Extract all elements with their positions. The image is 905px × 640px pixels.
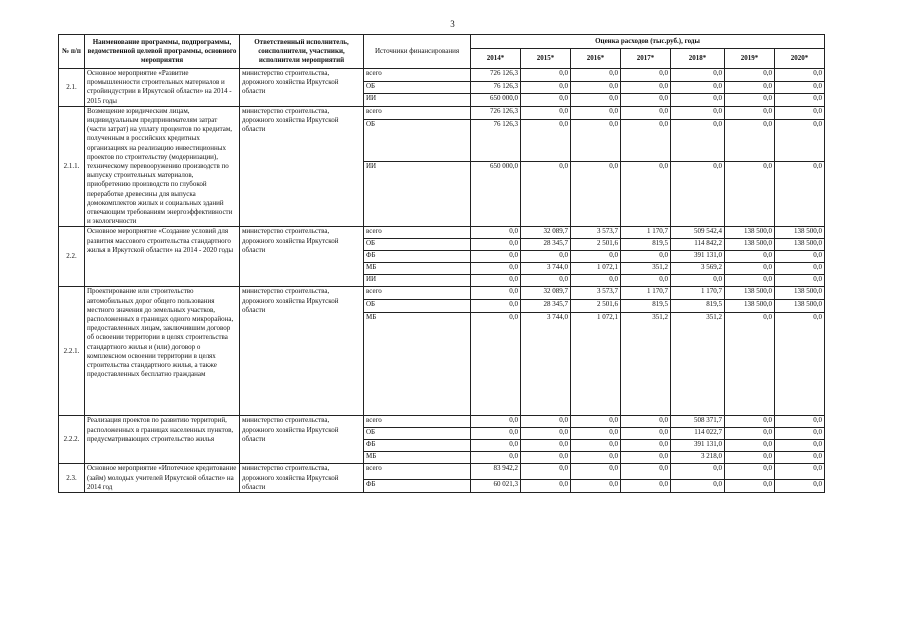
cost-value: 0,0 <box>621 106 671 119</box>
cost-value: 114 022,7 <box>671 428 725 440</box>
cost-value: 0,0 <box>725 464 775 479</box>
header-year: 2020* <box>775 49 825 69</box>
cost-value: 138 500,0 <box>775 300 825 313</box>
funding-source: МБ <box>364 313 471 416</box>
cost-value: 1 072,1 <box>571 313 621 416</box>
cost-value: 0,0 <box>621 69 671 82</box>
cost-value: 0,0 <box>671 479 725 492</box>
cost-value: 0,0 <box>725 69 775 82</box>
cost-value: 0,0 <box>725 251 775 263</box>
cost-value: 0,0 <box>571 452 621 464</box>
cost-value: 76 126,3 <box>471 120 521 161</box>
funding-source: всего <box>364 106 471 119</box>
cost-value: 138 500,0 <box>725 227 775 239</box>
funding-source: ОБ <box>364 81 471 94</box>
cost-value: 0,0 <box>775 161 825 227</box>
cost-value: 0,0 <box>775 106 825 119</box>
cost-value: 0,0 <box>471 227 521 239</box>
cost-value: 0,0 <box>521 106 571 119</box>
cost-value: 0,0 <box>521 120 571 161</box>
header-year: 2018* <box>671 49 725 69</box>
cost-value: 0,0 <box>471 440 521 452</box>
funding-source: ИИ <box>364 161 471 227</box>
cost-value: 0,0 <box>775 440 825 452</box>
cost-value: 0,0 <box>521 416 571 428</box>
measure-name: Основное мероприятие «Создание условий для развития массового строительства стандартного жилья в Иркутской области» на 2014 - 2020 годы <box>85 227 240 287</box>
cost-value: 508 371,7 <box>671 416 725 428</box>
row-number: 2.2. <box>59 227 85 287</box>
cost-value: 0,0 <box>775 428 825 440</box>
financing-table <box>58 34 825 493</box>
cost-value: 0,0 <box>571 106 621 119</box>
cost-value: 0,0 <box>775 94 825 107</box>
cost-value: 0,0 <box>471 416 521 428</box>
page-number: 3 <box>450 19 455 29</box>
cost-value: 0,0 <box>571 275 621 287</box>
cost-value: 0,0 <box>671 275 725 287</box>
cost-value: 0,0 <box>471 428 521 440</box>
cost-value: 819,5 <box>621 300 671 313</box>
cost-value: 0,0 <box>471 452 521 464</box>
cost-value: 726 126,3 <box>471 69 521 82</box>
cost-value: 0,0 <box>471 287 521 300</box>
header-costs: Оценка расходов (тыс.руб.), годы <box>471 35 825 49</box>
cost-value: 138 500,0 <box>775 287 825 300</box>
funding-source: ОБ <box>364 239 471 251</box>
funding-source: всего <box>364 416 471 428</box>
header-year: 2017* <box>621 49 671 69</box>
cost-value: 0,0 <box>521 428 571 440</box>
cost-value: 0,0 <box>671 94 725 107</box>
cost-value: 0,0 <box>621 428 671 440</box>
cost-value: 0,0 <box>571 464 621 479</box>
cost-value: 138 500,0 <box>775 227 825 239</box>
cost-value: 0,0 <box>775 120 825 161</box>
cost-value: 650 000,0 <box>471 161 521 227</box>
cost-value: 0,0 <box>725 94 775 107</box>
row-number: 2.3. <box>59 464 85 493</box>
cost-value: 0,0 <box>775 275 825 287</box>
funding-source: ОБ <box>364 300 471 313</box>
cost-value: 0,0 <box>775 464 825 479</box>
header-row <box>59 35 825 49</box>
cost-value: 32 089,7 <box>521 227 571 239</box>
cost-value: 509 542,4 <box>671 227 725 239</box>
cost-value: 3 744,0 <box>521 263 571 275</box>
executor: министерство строительства, дорожного хозяйства Иркутской области <box>240 69 364 107</box>
cost-value: 0,0 <box>725 106 775 119</box>
cost-value: 32 089,7 <box>521 287 571 300</box>
cost-value: 0,0 <box>621 452 671 464</box>
cost-value: 0,0 <box>471 275 521 287</box>
cost-value: 0,0 <box>621 440 671 452</box>
cost-value: 0,0 <box>621 464 671 479</box>
funding-source: ИИ <box>364 275 471 287</box>
cost-value: 0,0 <box>775 416 825 428</box>
cost-value: 0,0 <box>725 416 775 428</box>
row-number: 2.1. <box>59 69 85 107</box>
cost-value: 114 842,2 <box>671 239 725 251</box>
table-row <box>59 69 825 82</box>
table-row <box>59 287 825 300</box>
header-no: № п/п <box>59 35 85 69</box>
executor: министерство строительства, дорожного хозяйства Иркутской области <box>240 287 364 416</box>
cost-value: 0,0 <box>521 452 571 464</box>
cost-value: 0,0 <box>725 452 775 464</box>
funding-source: ФБ <box>364 251 471 263</box>
cost-value: 3 573,7 <box>571 227 621 239</box>
cost-value: 0,0 <box>725 313 775 416</box>
cost-value: 3 218,0 <box>671 452 725 464</box>
cost-value: 0,0 <box>521 275 571 287</box>
header-name: Наименование программы, подпрограммы, ведомственной целевой программы, основного мероприятия <box>85 35 240 69</box>
cost-value: 138 500,0 <box>725 287 775 300</box>
measure-name: Возмещение юридическим лицам, индивидуальным предпринимателям затрат (части затрат) на уплату процентов по кредитам, полученным в российских кредитных организациях на реализацию инвестиционных проектов по строительству (модернизации), техническому перевооружению производств по выпуску строительных материалов, приобретению производств по глубокой переработке древесины для выпуска домокомплектов жилых и социальных зданий отвечающим требованиям энергоэффективности и экологичности <box>85 106 240 227</box>
cost-value: 28 345,7 <box>521 239 571 251</box>
cost-value: 0,0 <box>725 263 775 275</box>
funding-source: ФБ <box>364 440 471 452</box>
cost-value: 0,0 <box>521 161 571 227</box>
cost-value: 0,0 <box>621 161 671 227</box>
cost-value: 0,0 <box>775 251 825 263</box>
cost-value: 0,0 <box>621 275 671 287</box>
header-year: 2015* <box>521 49 571 69</box>
row-number: 2.1.1. <box>59 106 85 227</box>
header-year: 2016* <box>571 49 621 69</box>
cost-value: 76 126,3 <box>471 81 521 94</box>
funding-source: всего <box>364 69 471 82</box>
funding-source: ФБ <box>364 479 471 492</box>
cost-value: 0,0 <box>471 251 521 263</box>
cost-value: 1 170,7 <box>621 227 671 239</box>
cost-value: 0,0 <box>571 161 621 227</box>
funding-source: МБ <box>364 452 471 464</box>
cost-value: 1 170,7 <box>671 287 725 300</box>
cost-value: 1 170,7 <box>621 287 671 300</box>
table-row <box>59 106 825 119</box>
funding-source: ИИ <box>364 94 471 107</box>
executor: министерство строительства, дорожного хозяйства Иркутской области <box>240 464 364 493</box>
cost-value: 0,0 <box>725 275 775 287</box>
cost-value: 0,0 <box>471 300 521 313</box>
cost-value: 138 500,0 <box>725 239 775 251</box>
measure-name: Проектирование или строительство автомобильных дорог общего пользования местного значения до земельных участков, расположенных в границах одного микрорайона, предоставленных лицам, заключившим договор об освоении территории в целях строительства стандартного жилья и (или) договор о комплексном освоении территории в целях строительства стандартного жилья, а также предоставленных бесплатно гражданам <box>85 287 240 416</box>
cost-value: 0,0 <box>621 479 671 492</box>
cost-value: 819,5 <box>671 300 725 313</box>
row-number: 2.2.1. <box>59 287 85 416</box>
funding-source: всего <box>364 287 471 300</box>
cost-value: 138 500,0 <box>725 300 775 313</box>
cost-value: 819,5 <box>621 239 671 251</box>
header-year: 2019* <box>725 49 775 69</box>
cost-value: 0,0 <box>521 94 571 107</box>
cost-value: 0,0 <box>621 416 671 428</box>
cost-value: 0,0 <box>725 428 775 440</box>
cost-value: 0,0 <box>671 106 725 119</box>
executor: министерство строительства, дорожного хозяйства Иркутской области <box>240 106 364 227</box>
cost-value: 0,0 <box>725 120 775 161</box>
cost-value: 0,0 <box>521 440 571 452</box>
cost-value: 0,0 <box>671 120 725 161</box>
cost-value: 0,0 <box>571 94 621 107</box>
cost-value: 0,0 <box>571 120 621 161</box>
cost-value: 0,0 <box>725 440 775 452</box>
row-number: 2.2.2. <box>59 416 85 464</box>
cost-value: 0,0 <box>775 81 825 94</box>
cost-value: 1 072,1 <box>571 263 621 275</box>
cost-value: 0,0 <box>621 251 671 263</box>
cost-value: 0,0 <box>471 313 521 416</box>
cost-value: 60 021,3 <box>471 479 521 492</box>
measure-name: Основное мероприятие «Ипотечное кредитование (займ) молодых учителей Иркутской области» на 2014 год <box>85 464 240 493</box>
cost-value: 83 942,2 <box>471 464 521 479</box>
funding-source: ОБ <box>364 120 471 161</box>
cost-value: 0,0 <box>571 428 621 440</box>
cost-value: 0,0 <box>571 416 621 428</box>
cost-value: 0,0 <box>775 263 825 275</box>
cost-value: 0,0 <box>521 251 571 263</box>
cost-value: 0,0 <box>521 479 571 492</box>
cost-value: 0,0 <box>671 464 725 479</box>
cost-value: 0,0 <box>571 251 621 263</box>
cost-value: 2 501,6 <box>571 239 621 251</box>
header-source: Источники финансирования <box>364 35 471 69</box>
cost-value: 2 501,6 <box>571 300 621 313</box>
cost-value: 138 500,0 <box>775 239 825 251</box>
cost-value: 0,0 <box>671 161 725 227</box>
cost-value: 0,0 <box>471 263 521 275</box>
cost-value: 0,0 <box>521 81 571 94</box>
cost-value: 28 345,7 <box>521 300 571 313</box>
cost-value: 3 744,0 <box>521 313 571 416</box>
cost-value: 0,0 <box>671 69 725 82</box>
funding-source: всего <box>364 227 471 239</box>
cost-value: 0,0 <box>775 69 825 82</box>
cost-value: 726 126,3 <box>471 106 521 119</box>
header-year: 2014* <box>471 49 521 69</box>
measure-name: Реализация проектов по развитию территорий, расположенных в границах населенных пунктов, предусматривающих строительство жилья <box>85 416 240 464</box>
cost-value: 0,0 <box>725 479 775 492</box>
cost-value: 391 131,0 <box>671 251 725 263</box>
header-executor: Ответственный исполнитель, соисполнители, участники, исполнители мероприятий <box>240 35 364 69</box>
cost-value: 0,0 <box>621 81 671 94</box>
cost-value: 0,0 <box>671 81 725 94</box>
executor: министерство строительства, дорожного хозяйства Иркутской области <box>240 227 364 287</box>
cost-value: 0,0 <box>471 239 521 251</box>
cost-value: 0,0 <box>621 94 671 107</box>
cost-value: 3 569,2 <box>671 263 725 275</box>
cost-value: 0,0 <box>725 161 775 227</box>
cost-value: 0,0 <box>775 479 825 492</box>
cost-value: 0,0 <box>521 69 571 82</box>
cost-value: 0,0 <box>571 440 621 452</box>
cost-value: 351,2 <box>671 313 725 416</box>
funding-source: МБ <box>364 263 471 275</box>
measure-name: Основное мероприятие «Развитие промышленности строительных материалов и стройиндустрии в Иркутской области» на 2014 - 2015 годы <box>85 69 240 107</box>
cost-value: 0,0 <box>571 69 621 82</box>
cost-value: 0,0 <box>571 479 621 492</box>
cost-value: 0,0 <box>775 452 825 464</box>
cost-value: 650 000,0 <box>471 94 521 107</box>
funding-source: всего <box>364 464 471 479</box>
cost-value: 351,2 <box>621 313 671 416</box>
cost-value: 0,0 <box>621 120 671 161</box>
cost-value: 0,0 <box>775 313 825 416</box>
cost-value: 351,2 <box>621 263 671 275</box>
cost-value: 0,0 <box>571 81 621 94</box>
funding-source: ОБ <box>364 428 471 440</box>
cost-value: 3 573,7 <box>571 287 621 300</box>
table-row <box>59 464 825 479</box>
table-row <box>59 416 825 428</box>
cost-value: 0,0 <box>725 81 775 94</box>
cost-value: 0,0 <box>521 464 571 479</box>
executor: министерство строительства, дорожного хозяйства Иркутской области <box>240 416 364 464</box>
table-row <box>59 227 825 239</box>
cost-value: 391 131,0 <box>671 440 725 452</box>
